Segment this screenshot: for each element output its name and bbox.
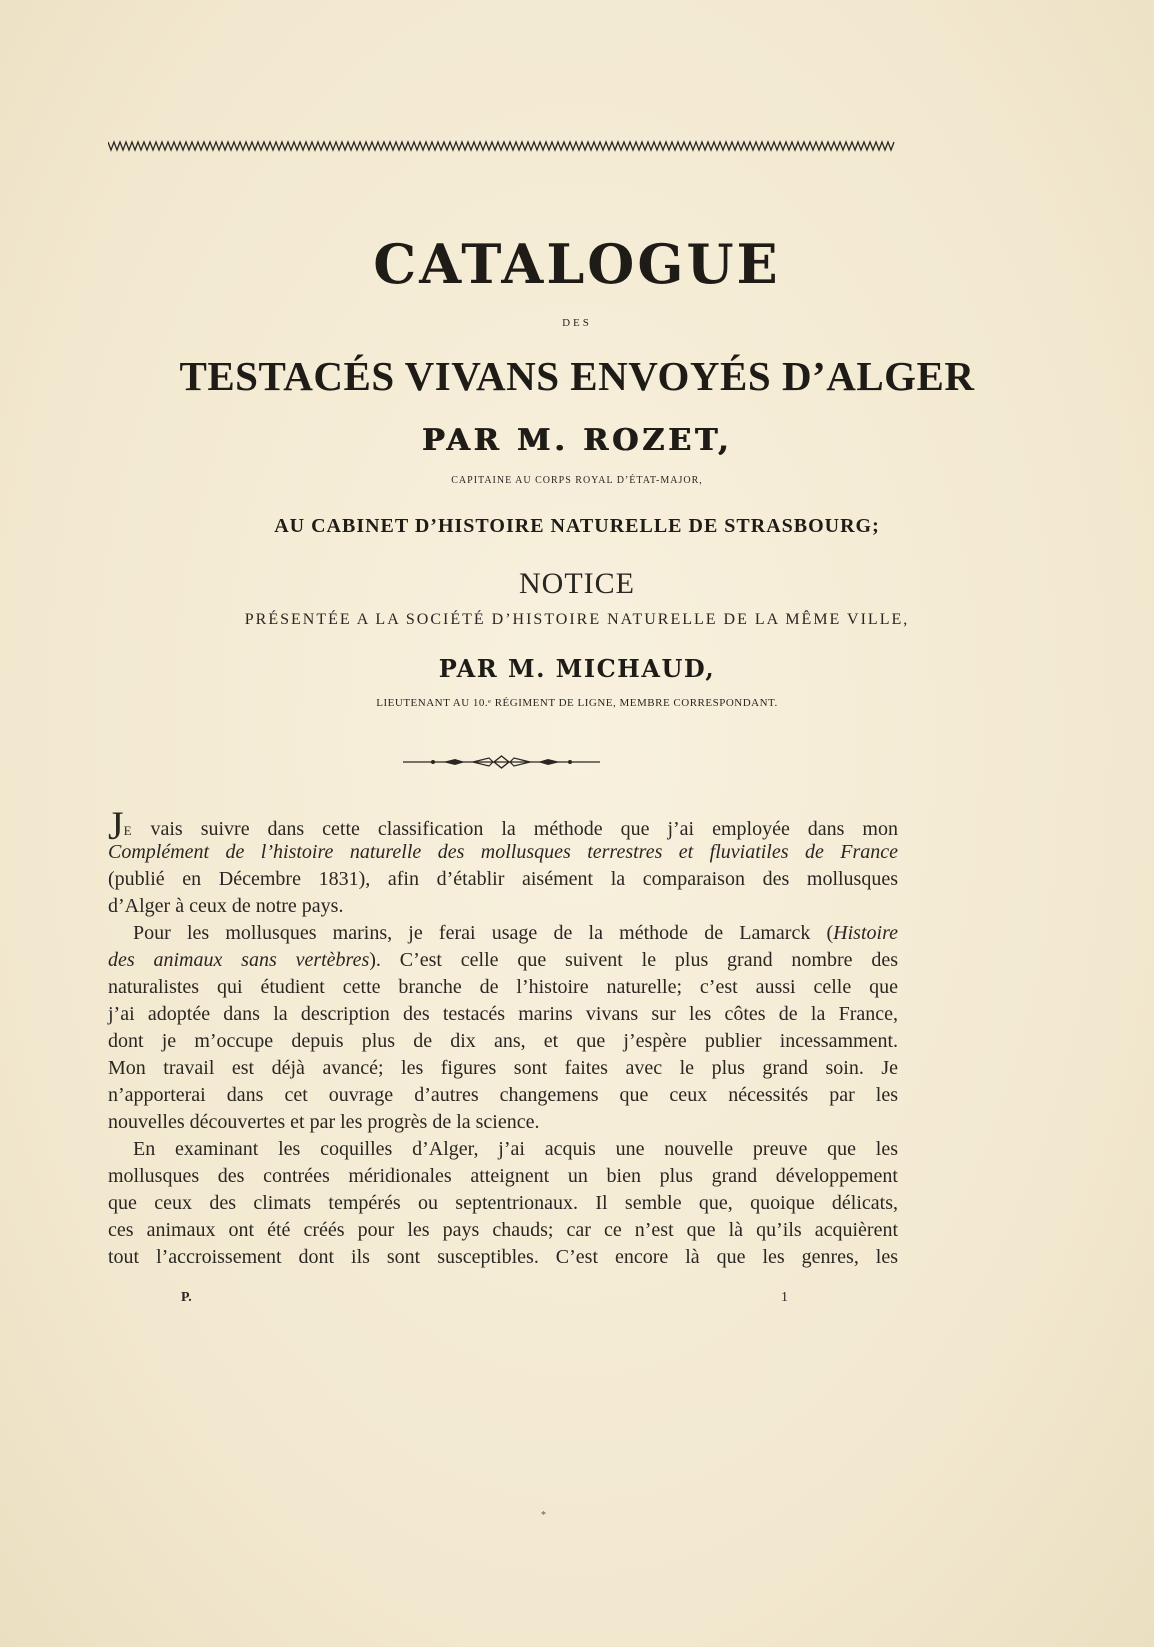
paragraph-1-line-3: (publié en Décembre 1831), afin d’établir aisément la comparaison des mollusques [108,868,898,890]
paragraph-2-line-5: dont je m’occupe depuis plus de dix ans, et que j’espère publier incessamment. [108,1030,898,1052]
paragraph-2-line-8: nouvelles découvertes et par les progrès de la science. [108,1111,540,1133]
cabinet-line: AU CABINET D’HISTOIRE NATURELLE DE STRASBOURG; [274,515,880,537]
author-rozet-title: CAPITAINE AU CORPS ROYAL D’ÉTAT-MAJOR, [451,475,703,486]
ornament-divider [403,755,600,769]
dropcap: J [108,803,124,848]
paragraph-2-line-7: n’apporterai dans cet ouvrage d’autres changemens que ceux nécessités par les [108,1084,898,1106]
paragraph-3-line-3: que ceux des climats tempérés ou septentrionaux. Il semble que, quoique délicats, [108,1192,898,1214]
presentee-line: PRÉSENTÉE A LA SOCIÉTÉ D’HISTOIRE NATURELLE DE LA MÊME VILLE, [244,611,910,628]
paragraph-2-line-4: j’ai adoptée dans la description des testacés marins vivans sur les côtes de la France, [108,1003,898,1025]
page-number: 1 [781,1290,788,1305]
paragraph-2-line-6: Mon travail est déjà avancé; les figures sont faites avec le plus grand soin. Je [108,1057,898,1079]
paragraph-2-line-2: des animaux sans vertèbres). C’est celle que suivent le plus grand nombre des [108,949,898,971]
paragraph-2-line-3: naturalistes qui étudient cette branche de l’histoire naturelle; c’est aussi celle que [108,976,898,998]
title-catalogue: CATALOGUE [373,232,781,296]
subtitle-des: DES [562,317,592,329]
paragraph-3-line-5: tout l’accroissement dont ils sont susceptibles. C’est encore là que les genres, les [108,1246,898,1268]
paragraph-1-line-4: d’Alger à ceux de notre pays. [108,895,344,917]
author-michaud-title: LIEUTENANT AU 10.ᵉ RÉGIMENT DE LIGNE, MEMBRE CORRESPONDANT. [376,697,778,709]
notice-heading: NOTICE [519,567,635,600]
paragraph-1-line-2: Complément de l’histoire naturelle des mollusques terrestres et fluviatiles de France [108,841,898,863]
paragraph-1-line-1: JE vais suivre dans cette classification la méthode que j’ai employée dans mon [108,803,898,848]
paragraph-2-line-1: Pour les mollusques marins, je ferai usage de la méthode de Lamarck (Histoire [133,922,898,944]
paragraph-3-line-4: ces animaux ont été créés pour les pays chauds; car ce n’est que là qu’ils acquièrent [108,1219,898,1241]
author-rozet: PAR M. ROZET, [421,423,733,458]
footer-star-mark: * [541,1510,546,1521]
author-michaud: PAR M. MICHAUD, [438,654,716,683]
body-text [108,803,898,1271]
top-ornamental-rule [108,140,895,152]
paragraph-3-line-1: En examinant les coquilles d’Alger, j’ai acquis une nouvelle preuve que les [133,1138,898,1160]
paragraph-3-line-2: mollusques des contrées méridionales atteignent un bien plus grand développement [108,1165,898,1187]
signature-mark: P. [181,1290,192,1305]
title-testaces: TESTACÉS VIVANS ENVOYÉS D’ALGER [179,353,975,399]
